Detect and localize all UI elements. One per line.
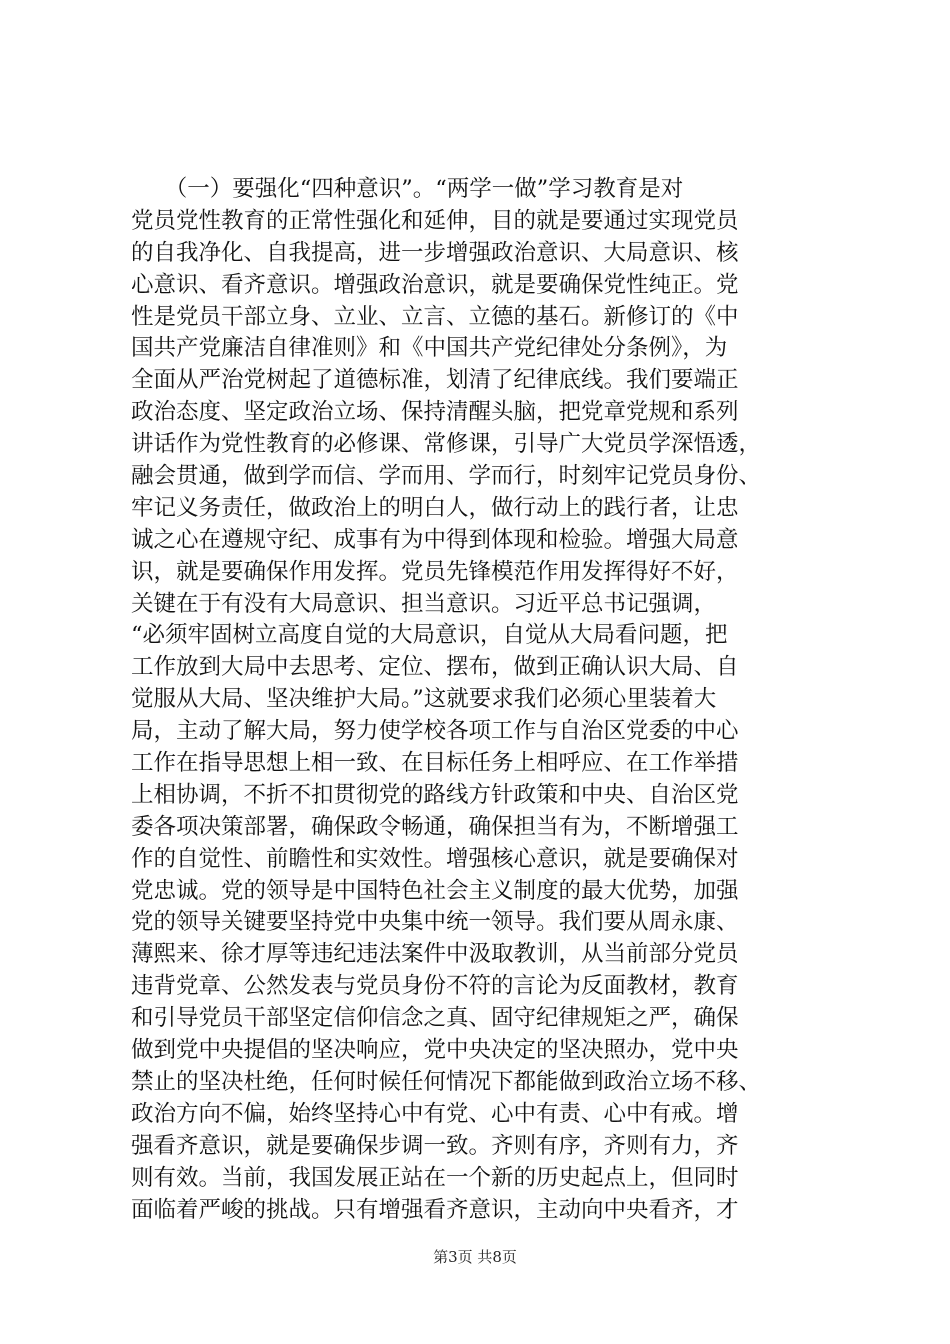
text-line: 国共产党廉洁自律准则》和《中国共产党纪律处分条例》，为 [131,335,728,362]
text-line: 强看齐意识，就是要确保步调一致。齐则有序，齐则有力，齐 [131,1132,739,1159]
text-line: 关键在于有没有大局意识、担当意识。习近平总书记强调， [131,590,717,617]
text-line: 上相协调，不折不扣贯彻党的路线方针政策和中央、自治区党 [131,781,739,808]
text-line: 政治方向不偏，始终坚持心中有党、心中有责、心中有戒。增 [131,1100,739,1127]
text-line: 局，主动了解大局，努力使学校各项工作与自治区党委的中心 [131,718,739,745]
page-number-footer: 第3页 共8页 [433,1248,517,1266]
text-line: 党员党性教育的正常性强化和延伸，目的就是要通过实现党员 [131,207,739,234]
text-line: 的自我净化、自我提高，进一步增强政治意识、大局意识、核 [131,239,739,266]
text-line: 面临着严峻的挑战。只有增强看齐意识，主动向中央看齐，才 [131,1196,739,1223]
text-line: 作的自觉性、前瞻性和实效性。增强核心意识，就是要确保对 [131,845,739,872]
text-line: 诚之心在遵规守纪、成事有为中得到体现和检验。增强大局意 [131,526,739,553]
text-line: 牢记义务责任，做政治上的明白人，做行动上的践行者，让忠 [131,494,739,521]
text-line: 违背党章、公然发表与党员身份不符的言论为反面教材，教育 [131,973,739,1000]
text-line: （一）要强化“四种意识”。“两学一做”学习教育是对 [131,176,684,202]
text-line: 和引导党员干部坚定信仰信念之真、固守纪律规矩之严，确保 [131,1005,739,1032]
text-line: 心意识、看齐意识。增强政治意识，就是要确保党性纯正。党 [131,271,739,298]
text-line: 做到党中央提倡的坚决响应，党中央决定的坚决照办，党中央 [131,1037,739,1064]
text-line: 工作在指导思想上相一致、在目标任务上相呼应、在工作举措 [131,750,739,777]
text-line: 识，就是要确保作用发挥。党员先锋模范作用发挥得好不好， [131,558,739,585]
body-paragraph [131,174,831,1226]
text-line: 融会贯通，做到学而信、学而用、学而行，时刻牢记党员身份、 [131,463,762,490]
text-line: 禁止的坚决杜绝，任何时候任何情况下都能做到政治立场不移、 [131,1068,762,1095]
text-line: 党的领导关键要坚持党中央集中统一领导。我们要从周永康、 [131,909,739,936]
text-line: 全面从严治党树起了道德标准，划清了纪律底线。我们要端正 [131,367,739,394]
text-line: 委各项决策部署，确保政令畅通，确保担当有为，不断增强工 [131,813,739,840]
text-line: 政治态度、坚定政治立场、保持清醒头脑，把党章党规和系列 [131,399,739,426]
text-line: 性是党员干部立身、立业、立言、立德的基石。新修订的《中 [131,303,739,330]
text-line: 讲话作为党性教育的必修课、常修课，引导广大党员学深悟透， [131,431,762,458]
text-line: 觉服从大局、坚决维护大局。”这就要求我们必须心里装着大 [131,686,717,713]
text-line: “必须牢固树立高度自觉的大局意识，自觉从大局看问题，把 [131,622,728,649]
text-line: 则有效。当前，我国发展正站在一个新的历史起点上，但同时 [131,1164,739,1191]
text-line: 薄熙来、徐才厚等违纪违法案件中汲取教训，从当前部分党员 [131,941,739,968]
text-line: 党忠诚。党的领导是中国特色社会主义制度的最大优势，加强 [131,877,739,904]
text-line: 工作放到大局中去思考、定位、摆布，做到正确认识大局、自 [131,654,739,681]
